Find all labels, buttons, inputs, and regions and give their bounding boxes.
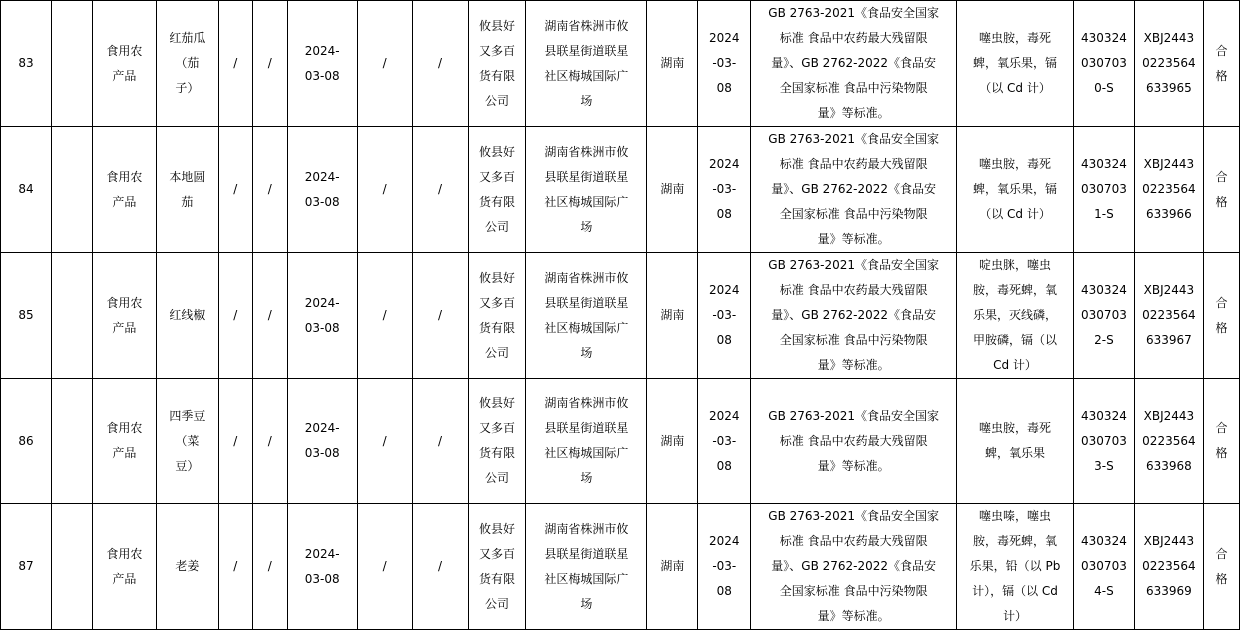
slash-cell: [357, 504, 412, 630]
test-items-cell: [957, 504, 1074, 630]
sample-code-cell: [1073, 127, 1134, 253]
slash-cell-text: /: [382, 56, 387, 70]
report-number-cell: [1134, 1, 1203, 127]
sample-code-cell: [1073, 379, 1134, 504]
slash-cell-text: /: [233, 559, 238, 573]
category-cell-text: 食用农 产品: [106, 546, 143, 586]
unit-address-cell: [526, 127, 647, 253]
row-number-cell-text: 86: [18, 433, 34, 448]
sampled-unit-cell: [468, 504, 526, 630]
province-cell: [647, 379, 698, 504]
standard-cell-text: GB 2763-2021《食品安全国家 标准 食品中农药最大残留限 量》、GB 2762-2022《食品安 全国家标准 食品中污染物限 量》等标准。: [768, 6, 940, 120]
report-number-cell-text: XBJ2443 0223564 633968: [1142, 408, 1196, 473]
category-cell: [92, 504, 156, 630]
unit-address-cell-text: 湖南省株洲市攸 县联星街道联星 社区梅城国际广 场: [544, 18, 629, 108]
slash-cell-text: /: [267, 559, 272, 573]
production-date-cell: [287, 253, 357, 379]
standard-cell-text: GB 2763-2021《食品安全国家 标准 食品中农药最大残留限 量》、GB 2762-2022《食品安 全国家标准 食品中污染物限 量》等标准。: [768, 132, 940, 246]
category-cell-text: 食用农 产品: [106, 295, 143, 335]
result-cell: [1203, 253, 1239, 379]
category-cell: [92, 1, 156, 127]
test-items-cell-text: 噻虫胺，毒死 蜱，氧乐果，镉 （以 Cd 计）: [973, 157, 1058, 221]
report-number-cell-text: XBJ2443 0223564 633965: [1142, 31, 1196, 95]
row-number-cell-text: 85: [18, 308, 34, 322]
province-cell: [647, 504, 698, 630]
blank-cell: [51, 1, 92, 127]
slash-cell: [218, 253, 252, 379]
row-number-cell: [1, 1, 52, 127]
unit-address-cell-text: 湖南省株洲市攸 县联星街道联星 社区梅城国际广 场: [544, 396, 629, 485]
blank-cell: [51, 504, 92, 630]
product-name-cell-text: 四季豆 （菜 豆）: [169, 408, 206, 473]
report-number-cell: [1134, 127, 1203, 253]
standard-cell: [751, 504, 957, 630]
sampling-date-cell: [698, 379, 751, 504]
category-cell-text: 食用农 产品: [106, 169, 143, 209]
test-items-cell: [957, 1, 1074, 127]
slash-cell-text: /: [267, 182, 272, 196]
sampling-date-cell-text: 2024 -03- 08: [709, 157, 740, 221]
slash-cell-text: /: [382, 433, 387, 448]
production-date-cell: [287, 1, 357, 127]
product-name-cell-text: 红茄瓜 （茄 子）: [169, 31, 206, 95]
sampled-unit-cell-text: 攸县好 又多百 货有限 公司: [478, 396, 515, 485]
product-name-cell: [156, 127, 218, 253]
result-cell-text: 合 格: [1215, 169, 1228, 209]
standard-cell: [751, 127, 957, 253]
slash-cell: [218, 504, 252, 630]
report-number-cell: [1134, 504, 1203, 630]
production-date-cell-text: 2024- 03-08: [304, 169, 340, 209]
unit-address-cell: [526, 504, 647, 630]
sampled-unit-cell-text: 攸县好 又多百 货有限 公司: [478, 18, 515, 108]
slash-cell-text: /: [267, 433, 272, 448]
slash-cell: [252, 379, 287, 504]
sampling-date-cell: [698, 1, 751, 127]
standard-cell: [751, 253, 957, 379]
sample-code-cell-text: 430324 030703 4-S: [1081, 534, 1127, 598]
production-date-cell-text: 2024- 03-08: [304, 295, 340, 335]
production-date-cell-text: 2024- 03-08: [304, 421, 340, 460]
slash-cell-text: /: [438, 56, 443, 70]
table-row: [1, 379, 1240, 504]
sampled-unit-cell-text: 攸县好 又多百 货有限 公司: [478, 521, 515, 611]
sampling-date-cell-text: 2024 -03- 08: [709, 31, 740, 95]
province-cell-text: 湖南: [660, 308, 685, 322]
slash-cell-text: /: [267, 56, 272, 70]
standard-cell-text: GB 2763-2021《食品安全国家 标准 食品中农药最大残留限 量》等标准。: [768, 408, 940, 473]
category-cell-text: 食用农 产品: [106, 421, 143, 460]
slash-cell-text: /: [382, 559, 387, 573]
sampling-date-cell: [698, 253, 751, 379]
sample-code-cell-text: 430324 030703 2-S: [1081, 283, 1127, 347]
production-date-cell-text: 2024- 03-08: [304, 546, 340, 586]
result-cell-text: 合 格: [1215, 295, 1228, 335]
slash-cell-text: /: [438, 433, 443, 448]
result-cell-text: 合 格: [1215, 546, 1228, 586]
slash-cell: [218, 1, 252, 127]
province-cell-text: 湖南: [660, 559, 685, 573]
result-cell: [1203, 504, 1239, 630]
table-row: [1, 504, 1240, 630]
row-number-cell-text: 87: [18, 559, 34, 573]
standard-cell-text: GB 2763-2021《食品安全国家 标准 食品中农药最大残留限 量》、GB 2762-2022《食品安 全国家标准 食品中污染物限 量》等标准。: [768, 258, 940, 372]
slash-cell-text: /: [382, 182, 387, 196]
slash-cell-text: /: [438, 182, 443, 196]
slash-cell-text: /: [233, 308, 238, 322]
row-number-cell-text: 83: [18, 56, 34, 70]
production-date-cell: [287, 127, 357, 253]
sampled-unit-cell: [468, 253, 526, 379]
production-date-cell-text: 2024- 03-08: [304, 43, 340, 83]
report-number-cell: [1134, 379, 1203, 504]
slash-cell-text: /: [438, 559, 443, 573]
blank-cell: [51, 253, 92, 379]
sample-code-cell-text: 430324 030703 0-S: [1081, 31, 1127, 95]
province-cell: [647, 127, 698, 253]
slash-cell: [412, 1, 468, 127]
product-name-cell-text: 老姜: [175, 559, 200, 573]
product-name-cell: [156, 379, 218, 504]
category-cell: [92, 127, 156, 253]
report-number-cell-text: XBJ2443 0223564 633966: [1142, 157, 1196, 221]
slash-cell-text: /: [267, 308, 272, 322]
report-number-cell-text: XBJ2443 0223564 633967: [1142, 283, 1196, 347]
product-name-cell-text: 本地圆 茄: [169, 169, 206, 209]
slash-cell: [252, 504, 287, 630]
sample-code-cell: [1073, 504, 1134, 630]
slash-cell: [412, 379, 468, 504]
sampling-date-cell: [698, 504, 751, 630]
slash-cell: [252, 253, 287, 379]
slash-cell: [357, 127, 412, 253]
report-number-cell-text: XBJ2443 0223564 633969: [1142, 534, 1196, 598]
sample-code-cell-text: 430324 030703 3-S: [1081, 408, 1127, 473]
category-cell: [92, 379, 156, 504]
sample-code-cell-text: 430324 030703 1-S: [1081, 157, 1127, 221]
test-items-cell-text: 噻虫胺，毒死 蜱，氧乐果，镉 （以 Cd 计）: [973, 31, 1058, 95]
slash-cell: [412, 127, 468, 253]
sampled-unit-cell-text: 攸县好 又多百 货有限 公司: [478, 144, 515, 234]
test-items-cell-text: 噻虫嗪，噻虫 胺，毒死蜱，氧 乐果，铅（以 Pb 计），镉（以 Cd 计）: [969, 509, 1061, 623]
slash-cell: [412, 504, 468, 630]
sampling-date-cell-text: 2024 -03- 08: [709, 534, 740, 598]
unit-address-cell-text: 湖南省株洲市攸 县联星街道联星 社区梅城国际广 场: [544, 521, 629, 611]
result-cell-text: 合 格: [1215, 421, 1228, 460]
table-row: [1, 127, 1240, 253]
production-date-cell: [287, 379, 357, 504]
product-name-cell-text: 红线椒: [169, 308, 206, 322]
category-cell: [92, 253, 156, 379]
row-number-cell: [1, 379, 52, 504]
test-items-cell-text: 噻虫胺，毒死 蜱，氧乐果: [979, 421, 1052, 460]
product-name-cell: [156, 1, 218, 127]
sampled-unit-cell: [468, 1, 526, 127]
blank-cell: [51, 379, 92, 504]
result-cell: [1203, 379, 1239, 504]
sample-code-cell: [1073, 1, 1134, 127]
slash-cell: [252, 127, 287, 253]
province-cell-text: 湖南: [660, 56, 685, 70]
unit-address-cell-text: 湖南省株洲市攸 县联星街道联星 社区梅城国际广 场: [544, 144, 629, 234]
unit-address-cell: [526, 1, 647, 127]
row-number-cell: [1, 253, 52, 379]
blank-cell: [51, 127, 92, 253]
row-number-cell: [1, 127, 52, 253]
table-row: [1, 1, 1240, 127]
slash-cell-text: /: [233, 182, 238, 196]
test-items-cell: [957, 127, 1074, 253]
product-name-cell: [156, 253, 218, 379]
sampled-unit-cell: [468, 379, 526, 504]
sample-code-cell: [1073, 253, 1134, 379]
result-cell: [1203, 127, 1239, 253]
sampling-date-cell: [698, 127, 751, 253]
slash-cell-text: /: [233, 56, 238, 70]
unit-address-cell: [526, 253, 647, 379]
sampling-date-cell-text: 2024 -03- 08: [709, 408, 740, 473]
slash-cell: [412, 253, 468, 379]
slash-cell: [218, 127, 252, 253]
test-items-cell: [957, 379, 1074, 504]
standard-cell-text: GB 2763-2021《食品安全国家 标准 食品中农药最大残留限 量》、GB 2762-2022《食品安 全国家标准 食品中污染物限 量》等标准。: [768, 509, 940, 623]
sampled-unit-cell-text: 攸县好 又多百 货有限 公司: [478, 270, 515, 360]
province-cell: [647, 253, 698, 379]
row-number-cell: [1, 504, 52, 630]
slash-cell-text: /: [438, 308, 443, 322]
result-cell: [1203, 1, 1239, 127]
sampling-date-cell-text: 2024 -03- 08: [709, 283, 740, 347]
slash-cell: [357, 253, 412, 379]
slash-cell-text: /: [382, 308, 387, 322]
province-cell-text: 湖南: [660, 182, 685, 196]
standard-cell: [751, 379, 957, 504]
province-cell-text: 湖南: [660, 433, 685, 448]
slash-cell: [357, 1, 412, 127]
slash-cell: [357, 379, 412, 504]
category-cell-text: 食用农 产品: [106, 43, 143, 83]
report-number-cell: [1134, 253, 1203, 379]
standard-cell: [751, 1, 957, 127]
province-cell: [647, 1, 698, 127]
row-number-cell-text: 84: [18, 182, 34, 196]
unit-address-cell: [526, 379, 647, 504]
sampled-unit-cell: [468, 127, 526, 253]
slash-cell: [218, 379, 252, 504]
test-items-cell-text: 啶虫脒，噻虫 胺，毒死蜱，氧 乐果，灭线磷， 甲胺磷，镉（以 Cd 计）: [973, 258, 1058, 372]
product-name-cell: [156, 504, 218, 630]
slash-cell: [252, 1, 287, 127]
table-row: [1, 253, 1240, 379]
production-date-cell: [287, 504, 357, 630]
unit-address-cell-text: 湖南省株洲市攸 县联星街道联星 社区梅城国际广 场: [544, 270, 629, 360]
test-items-cell: [957, 253, 1074, 379]
result-cell-text: 合 格: [1215, 43, 1228, 83]
slash-cell-text: /: [233, 433, 238, 448]
